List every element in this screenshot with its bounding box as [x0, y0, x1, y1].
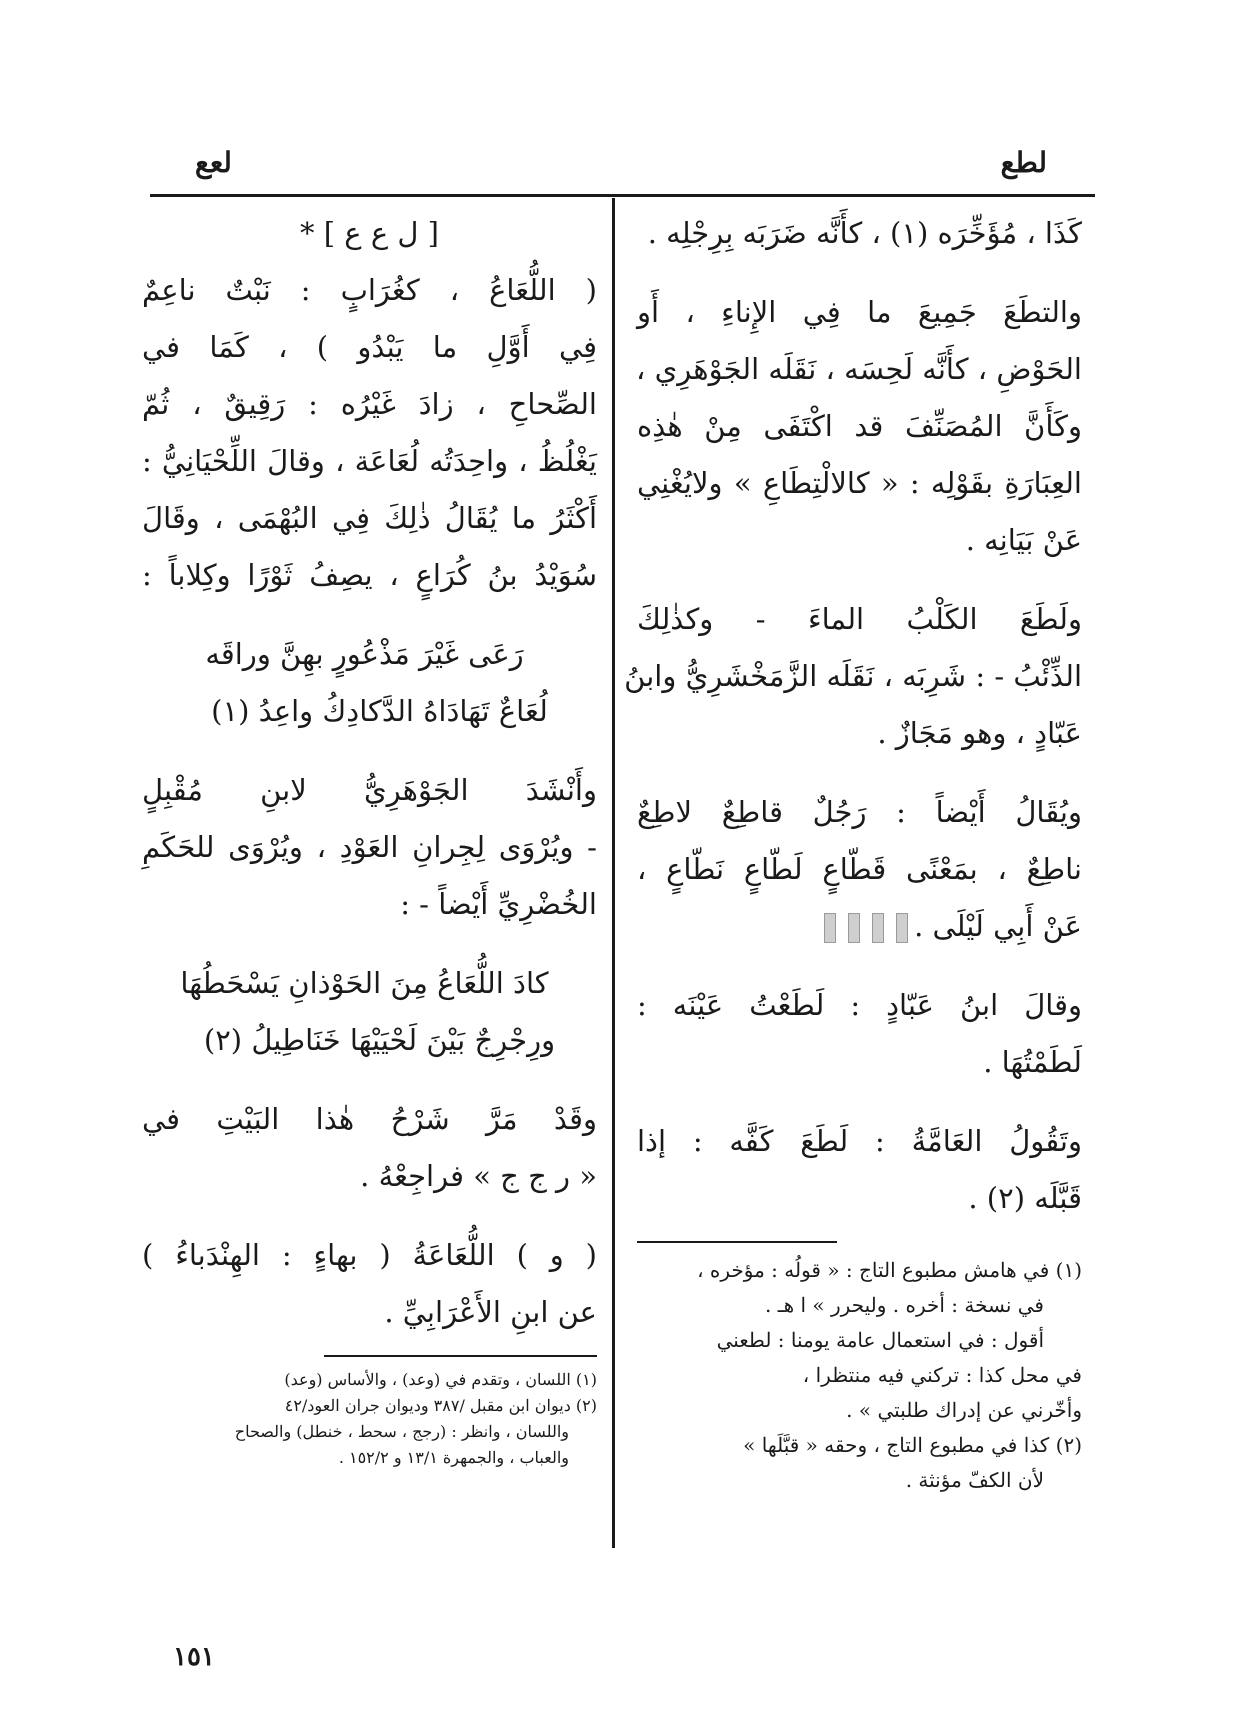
footnote-line: (٢) ديوان ابن مقبل /٣٨٧ وديوان جران العود/٤٢ — [284, 1396, 597, 1415]
text-line: ويُقَالُ أَيْضاً : رَجُلٌ قاطِعٌ لاطِعٌ — [637, 795, 1082, 829]
text-line: لَطَمْتُهَا . — [983, 1045, 1082, 1079]
stamp-mark-icon — [824, 913, 836, 943]
verse-line: ورِجْرِجٌ بَيْنَ لَحْيَيْهَا خَنَاطِيلُ (٢) — [203, 1023, 556, 1057]
footnote-line: والعباب ، والجمهرة ١٣/١ و ١٥٢/٢ . — [338, 1448, 569, 1467]
text-line: الذِّئْبُ - : شَرِبَه ، نَقَلَه الزَّمَخْشَرِيُّ وابنُ — [624, 659, 1082, 693]
header-root-left: لعع — [195, 146, 232, 179]
verse-line: لُعَاعٌ تَهَادَاهُ الدَّكادِكُ واعِدُ (١) — [211, 694, 548, 728]
text-line: كَذَا ، مُؤَخِّرَه (١) ، كأَنَّه ضَرَبَه بِرِجْلِه . — [647, 216, 1082, 250]
right-column — [624, 205, 1082, 1498]
header-rule — [150, 194, 1095, 197]
footnote-rule — [637, 1241, 837, 1243]
text-line: وقَدْ مَرَّ شَرْحُ هٰذا البَيْتِ في — [142, 1102, 597, 1136]
footnote-line: لأن الكفّ مؤنثة . — [905, 1468, 1044, 1492]
page-number: ١٥١ — [173, 1642, 215, 1672]
text-line: أَكْثَرُ ما يُقَالُ ذٰلِكَ فِي البُهْمَى ، وقَالَ — [142, 501, 597, 535]
footnote-line: (١) اللسان ، وتقدم في (وعد) ، والأساس (وعد) — [284, 1370, 597, 1389]
stamp-mark-icon — [848, 913, 860, 943]
text-line: الصِّحاحِ ، زادَ غَيْرُه : رَقِيقٌ ، ثُمّ — [142, 387, 597, 421]
text-line: فِي أَوَّلِ ما يَبْدُو ) ، كَمَا في — [142, 330, 597, 364]
text-line: يَغْلُظُ ، واحِدَتُه لُعَاعَة ، وقالَ اللِّحْيَانِيُّ : — [142, 444, 597, 478]
text-line: ( و ) اللُّعَاعَةُ ( بهاءٍ : الهِنْدَباءُ ) — [142, 1238, 597, 1272]
text-line: وكَأَنَّ المُصَنِّفَ قد اكْتَفَى مِنْ هٰذِه — [637, 409, 1082, 443]
footnote-line: وأخّرني عن إدراك طلبتي » . — [846, 1398, 1082, 1422]
text-line: ( اللُّعَاعُ ، كغُرَابٍ : نَبْتٌ ناعِمٌ — [142, 273, 597, 307]
left-column — [142, 205, 597, 1471]
text-line — [637, 898, 1082, 955]
text-line: - ويُرْوَى لِجِرانِ العَوْدِ ، ويُرْوَى للحَكَمِ — [142, 830, 597, 864]
stamp-mark-icon — [872, 913, 884, 943]
column-divider — [612, 198, 615, 1548]
text-line: سُوَيْدُ بنُ كُرَاعٍ ، يصِفُ ثَوْرًا وكِلاباً : — [142, 558, 597, 592]
verse-line: رَعَى غَيْرَ مَذْعُورٍ بهِنَّ وراقَه — [205, 637, 524, 671]
footnote-line: واللسان ، وانظر : (رجج ، سحط ، خنطل) والصحاح — [234, 1422, 569, 1441]
entry-heading: [ ل ع ع ] * — [300, 216, 439, 250]
text-line: والتطَعَ جَمِيعَ ما فِي الإِناءِ ، أَو — [637, 295, 1082, 329]
stamp-mark-icon — [896, 913, 908, 943]
footnote-line: (١) في هامش مطبوع التاج : « قولُه : مؤخره ، — [697, 1258, 1082, 1282]
footnote-rule — [324, 1355, 597, 1357]
text-line: الخُضْرِيِّ أَيْضاً - : — [400, 887, 597, 921]
text-line: قَبَّلَه (٢) . — [968, 1181, 1082, 1215]
header-root-right: لطع — [1000, 146, 1047, 179]
text-line: عن ابنِ الأَعْرَابِيِّ . — [384, 1295, 597, 1329]
verse-line: كادَ اللُّعَاعُ مِنَ الحَوْذانِ يَسْحَطُهَا — [180, 966, 549, 1000]
text-line: ولَطَعَ الكَلْبُ الماءَ - وكذٰلِكَ — [637, 602, 1082, 636]
text-line: « ر ج ج » فراجِعْهُ . — [360, 1159, 597, 1193]
text-line: عَنْ بَيَانِه . — [965, 523, 1082, 557]
footnote-line: في نسخة : أخره . وليحرر » ا هـ . — [765, 1293, 1044, 1317]
text-line: الحَوْضِ ، كأَنَّه لَحِسَه ، نَقَلَه الجَوْهَرِي ، — [636, 352, 1082, 386]
text-line: وأَنْشَدَ الجَوْهَرِيُّ لابنِ مُقْبِلٍ — [142, 773, 597, 807]
text-line: وتَقُولُ العَامَّةُ : لَطَعَ كَفَّه : إذا — [637, 1124, 1082, 1158]
footnote-line: (٢) كذا في مطبوع التاج ، وحقه « قبَّلَها » — [743, 1433, 1082, 1457]
text-line: ناطِعٌ ، بمَعْنًى قَطّاعٍ لَطّاعٍ نَطّاعٍ ، — [637, 852, 1082, 886]
text-line: عَبّادٍ ، وهو مَجَازٌ . — [877, 716, 1082, 750]
footnote-line: أقول : في استعمال عامة يومنا : لطعني — [716, 1328, 1044, 1352]
text-fragment: عَنْ أَبِي لَيْلَى . — [914, 909, 1082, 943]
footnote-line: في محل كذا : تركني فيه منتظرا ، — [802, 1363, 1082, 1387]
text-line: وقالَ ابنُ عَبّادٍ : لَطَعْتُ عَيْنَه : — [637, 988, 1082, 1022]
text-line: العِبَارَةِ بقَوْلِه : « كالالْتِطَاعِ » ولايُغْنِي — [637, 466, 1082, 500]
